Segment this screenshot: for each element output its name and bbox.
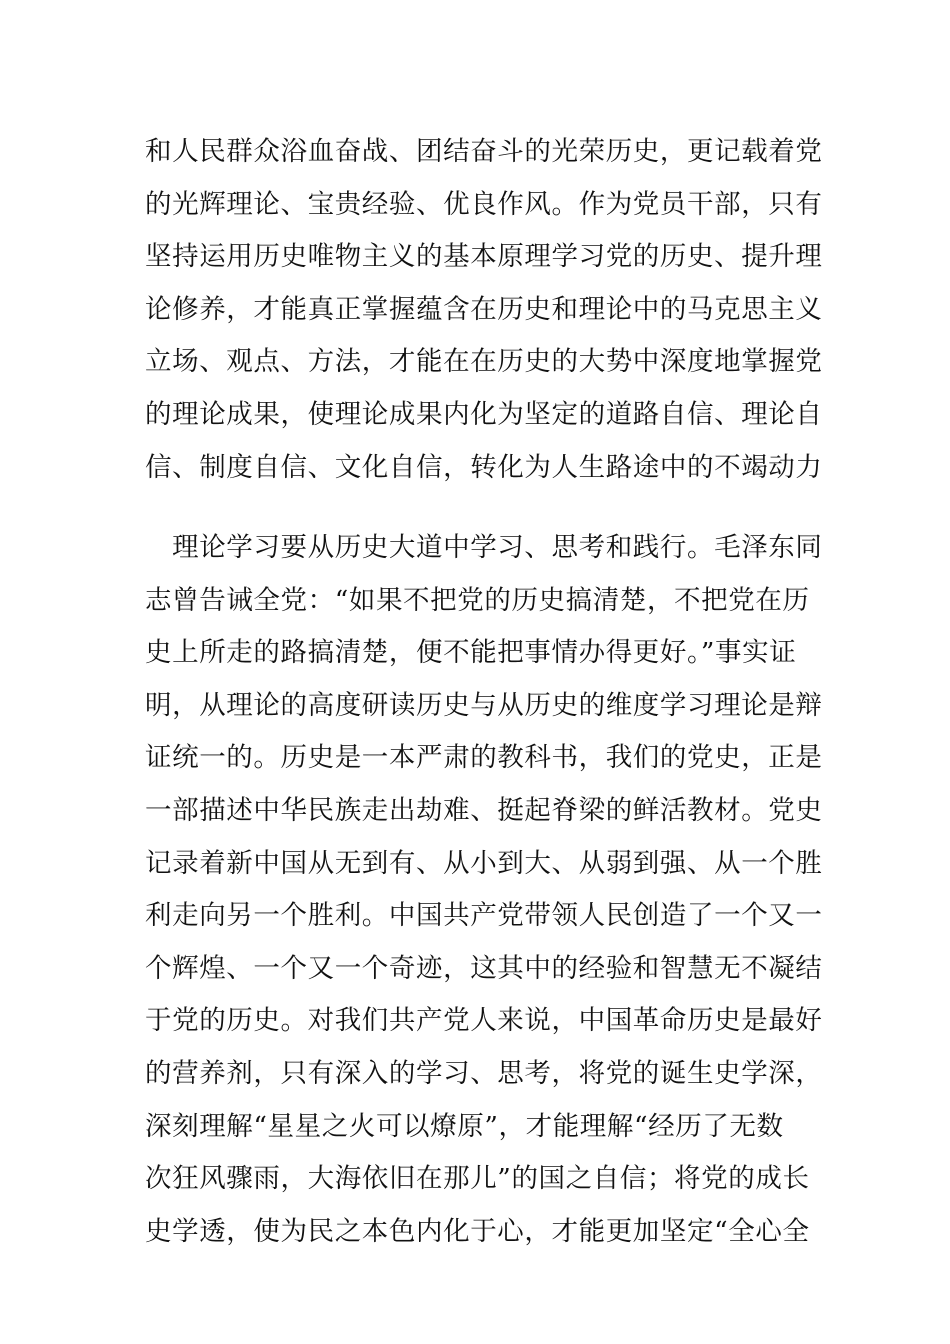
text-line: 信、制度自信、文化自信，转化为人生路途中的不竭动力	[145, 451, 823, 483]
text-line: 证统一的。历史是一本严肃的教科书，我们的党史，正是	[145, 742, 823, 774]
text-line: 志曾告诫全党：“如果不把党的历史搞清楚，不把党在历	[145, 584, 810, 616]
text-line: 利走向另一个胜利。中国共产党带领人民创造了一个又一	[145, 900, 823, 932]
text-line: 明，从理论的高度研读历史与从历史的维度学习理论是辩	[145, 689, 823, 721]
text-line: 的理论成果，使理论成果内化为坚定的道路自信、理论自	[145, 398, 823, 430]
text-line: 个辉煌、一个又一个奇迹，这其中的经验和智慧无不凝结	[145, 952, 823, 984]
text-line: 次狂风骤雨，大海依旧在那儿”的国之自信；将党的成长	[145, 1163, 810, 1195]
paragraph-2	[145, 522, 823, 1311]
text-line: 一部描述中华民族走出劫难、挺起脊梁的鲜活教材。党史	[145, 794, 823, 826]
text-line: 和人民群众浴血奋战、团结奋斗的光荣历史，更记载着党	[145, 136, 823, 167]
text-line: 深刻理解“星星之火可以燎原”，才能理解“经历了无数	[145, 1110, 784, 1142]
text-line: 论修养，才能真正掌握蕴含在历史和理论中的马克思主义	[145, 293, 823, 325]
text-line: 史学透，使为民之本色内化于心，才能更加坚定“全心全	[145, 1215, 810, 1247]
text-line: 立场、观点、方法，才能在在历史的大势中深度地掌握党	[145, 346, 823, 378]
text-line: 于党的历史。对我们共产党人来说，中国革命历史是最好	[145, 1005, 823, 1037]
text-line: 的光辉理论、宝贵经验、优良作风。作为党员干部，只有	[145, 188, 823, 220]
text-line: 记录着新中国从无到有、从小到大、从弱到强、从一个胜	[145, 847, 823, 879]
paragraph-1	[145, 126, 823, 494]
text-line	[145, 1258, 810, 1311]
text-line: 理论学习要从历史大道中学习、思考和践行。毛泽东同	[145, 532, 823, 563]
text-line: 坚持运用历史唯物主义的基本原理学习党的历史、提升理	[145, 241, 823, 273]
text-line: 的营养剂，只有深入的学习、思考，将党的诞生史学深，	[145, 1057, 823, 1089]
text-line: 史上所走的路搞清楚，便不能把事情办得更好。”事实证	[145, 637, 797, 669]
